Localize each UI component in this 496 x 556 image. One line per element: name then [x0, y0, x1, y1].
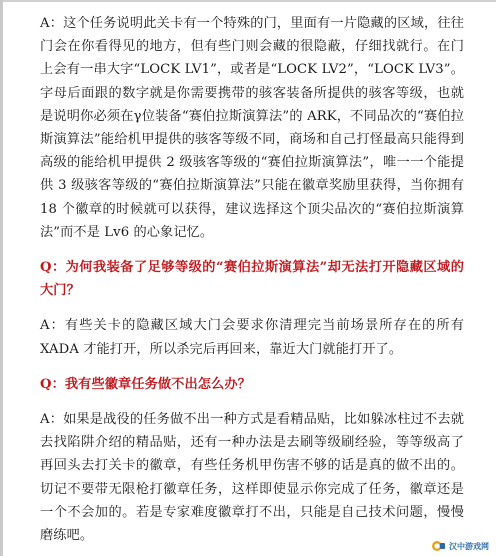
question-3: Q：我有些徽章任务做不出怎么办？ — [40, 376, 251, 392]
question-2: Q：为何我装备了足够等级的“赛伯拉斯演算法”却无法打开隐藏区域的大门？ — [40, 260, 464, 299]
page-left-edge — [0, 0, 3, 556]
page-top-edge — [0, 0, 496, 2]
site-watermark — [428, 539, 492, 553]
site-logo-icon — [431, 540, 446, 552]
answer-paragraph-1: A：这个任务说明此关卡有一个特殊的门，里面有一片隐藏的区域，往往门会在你看得见的地方，但有些门则会藏的很隐蔽，仔细找就行。在门上会有一串大字“LOCK LV1”，或者是“LOCK LV2”，“LOCK LV3”。字母后面跟的数字就是你需要携带的骇客装备所提供的骇客等级，也就是说明你必须在γ位装备“赛伯拉斯演算法”的 ARK，不同品次的“赛伯拉斯演算法”能给机甲提供的骇客等级不同，商场和自己打怪最高只能得到高级的能给机甲提供 2 级骇客等级的“赛伯拉斯演算法”，唯一一个能提供 3 级骇客等级的“赛伯拉斯演算法”只能在徽章奖励里获得，当你拥有 18 个徽章的时候就可以获得，建议选择这个顶尖品次的“赛伯拉斯演算法”而不是 Lv6 的心象记忆。 — [40, 16, 464, 240]
answer-paragraph-2: A：有些关卡的隐藏区域大门会要求你清理完当前场景所存在的所有 XADA 才能打开，所以杀完后再回来，靠近大门就能打开了。 — [40, 318, 464, 357]
faq-content — [40, 12, 464, 547]
answer-paragraph-3: A：如果是战役的任务做不出一种方式是看精品贴，比如躲冰柱过不去就去找陷阱介绍的精品贴，还有一种办法是去刷等级刷经验，等等级高了再回头去打关卡的徽章，有些任务机甲伤害不够的话是真的做不出的。切记不要带无限枪打徽章任务，这样即使显示你完成了任务，徽章还是一个不会加的。若是专家难度徽章打不出，只能是自己技术问题，慢慢磨练吧。 — [40, 412, 464, 544]
watermark-text: 汉中游戏网 — [449, 541, 489, 551]
